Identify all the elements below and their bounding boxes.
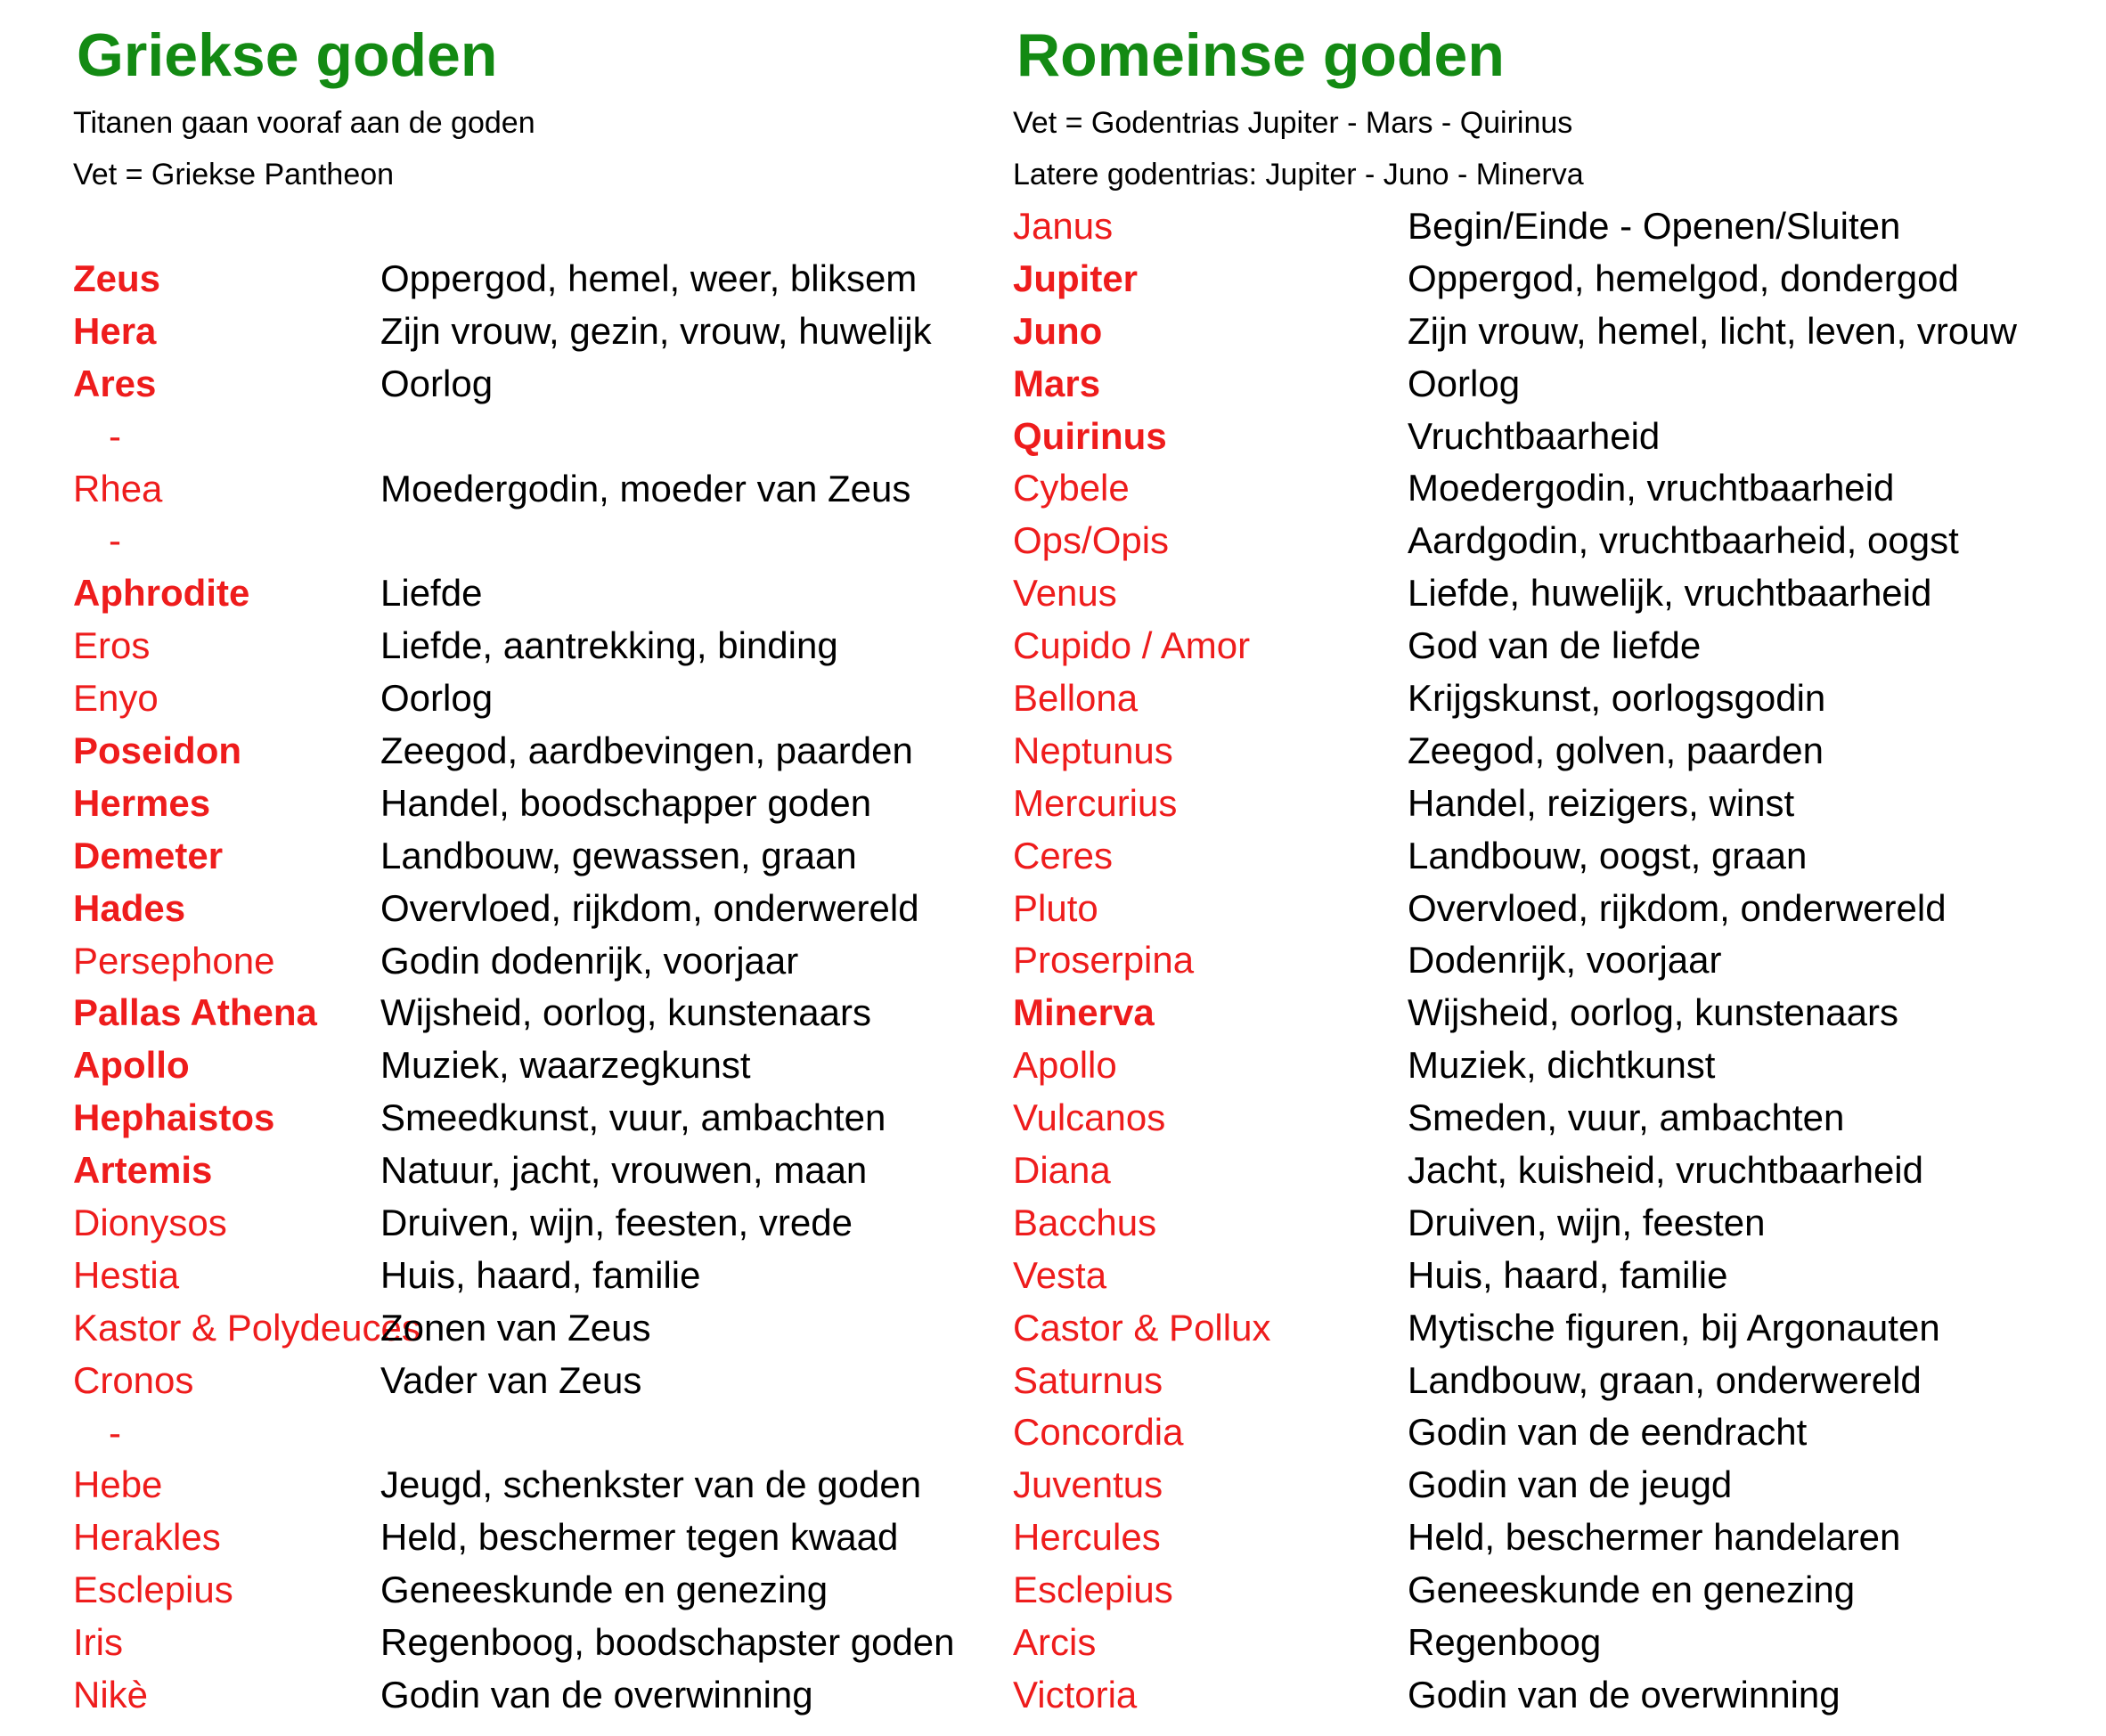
god-name: Esclepius xyxy=(73,1569,233,1611)
god-name: Cupido / Amor xyxy=(1013,624,1251,667)
god-name: Herakles xyxy=(73,1516,221,1559)
god-name: - xyxy=(109,1411,121,1454)
god-name: Cybele xyxy=(1013,467,1130,509)
god-name: Hercules xyxy=(1013,1516,1161,1559)
god-name: Dionysos xyxy=(73,1202,227,1244)
god-name: Persephone xyxy=(73,939,275,982)
god-domain: Huis, haard, familie xyxy=(1408,1253,1728,1296)
greek-note-titans: Titanen gaan vooraf aan de goden xyxy=(73,106,535,140)
god-domain: Mytische figuren, bij Argonauten xyxy=(1408,1306,1940,1349)
greek-column-title: Griekse goden xyxy=(77,21,498,89)
god-name: Arcis xyxy=(1013,1621,1097,1664)
god-name: Hebe xyxy=(73,1463,163,1506)
god-name: Saturnus xyxy=(1013,1358,1163,1401)
god-name: Poseidon xyxy=(73,729,242,772)
god-name: Hades xyxy=(73,886,186,929)
god-name: Venus xyxy=(1013,572,1117,615)
god-domain: Muziek, dichtkunst xyxy=(1408,1044,1716,1087)
god-domain: Wijsheid, oorlog, kunstenaars xyxy=(1408,991,1898,1034)
god-domain: Krijgskunst, oorlogsgodin xyxy=(1408,677,1826,720)
god-domain: Geneeskunde en genezing xyxy=(1408,1569,1856,1611)
god-name: Enyo xyxy=(73,677,159,720)
god-domain: Handel, boodschapper goden xyxy=(380,781,872,824)
god-name: Cronos xyxy=(73,1358,194,1401)
god-domain: Landbouw, oogst, graan xyxy=(1408,834,1808,876)
god-domain: Regenboog, boodschapster goden xyxy=(380,1621,955,1664)
god-domain: Smeden, vuur, ambachten xyxy=(1408,1096,1845,1139)
god-domain: Dodenrijk, voorjaar xyxy=(1408,939,1722,982)
god-name: Bellona xyxy=(1013,677,1139,720)
god-domain: Overvloed, rijkdom, onderwereld xyxy=(1408,886,1947,929)
god-domain: Vader van Zeus xyxy=(380,1358,642,1401)
god-name: Juno xyxy=(1013,309,1103,352)
god-domain: God van de liefde xyxy=(1408,624,1702,667)
god-domain: Godin van de overwinning xyxy=(380,1674,813,1716)
god-domain: Godin van de overwinning xyxy=(1408,1673,1841,1716)
god-name: Jupiter xyxy=(1013,257,1139,299)
god-domain: Oorlog xyxy=(380,677,494,720)
god-domain: Jacht, kuisheid, vruchtbaarheid xyxy=(1408,1149,1923,1192)
god-name: Bacchus xyxy=(1013,1201,1157,1243)
roman-note-later-triad: Latere godentrias: Jupiter - Juno - Minerva xyxy=(1013,158,1584,192)
god-domain: Held, beschermer handelaren xyxy=(1408,1516,1901,1559)
god-name: Apollo xyxy=(1013,1044,1117,1087)
god-name: Esclepius xyxy=(1013,1569,1173,1611)
god-name: Rhea xyxy=(73,467,163,509)
god-domain: Muziek, waarzegkunst xyxy=(380,1044,751,1087)
god-name: Hestia xyxy=(73,1253,180,1296)
god-name: Mercurius xyxy=(1013,781,1178,824)
roman-column-title: Romeinse goden xyxy=(1016,21,1505,89)
god-domain: Aardgodin, vruchtbaarheid, oogst xyxy=(1408,519,1959,562)
god-domain: Moedergodin, moeder van Zeus xyxy=(380,467,911,509)
god-domain: Zijn vrouw, gezin, vrouw, huwelijk xyxy=(380,309,932,352)
roman-note-triad: Vet = Godentrias Jupiter - Mars - Quirinus xyxy=(1013,106,1573,140)
god-domain: Zeegod, golven, paarden xyxy=(1408,729,1824,771)
god-name: Apollo xyxy=(73,1044,190,1087)
god-name: Victoria xyxy=(1013,1673,1138,1716)
god-name: Eros xyxy=(73,624,151,667)
greek-note-bold-legend: Vet = Griekse Pantheon xyxy=(73,158,395,192)
god-name: Pallas Athena xyxy=(73,991,317,1034)
god-name: Nikè xyxy=(73,1674,149,1716)
god-domain: Smeedkunst, vuur, ambachten xyxy=(380,1096,886,1139)
god-name: Ceres xyxy=(1013,834,1114,876)
god-domain: Regenboog xyxy=(1408,1621,1602,1664)
god-domain: Godin van de jeugd xyxy=(1408,1463,1733,1506)
god-domain: Zijn vrouw, hemel, licht, leven, vrouw xyxy=(1408,309,2017,352)
god-name: Iris xyxy=(73,1621,123,1664)
god-name: - xyxy=(109,519,121,562)
god-name: Ares xyxy=(73,362,157,404)
god-domain: Godin dodenrijk, voorjaar xyxy=(380,939,799,982)
god-domain: Begin/Einde - Openen/Sluiten xyxy=(1408,205,1901,247)
god-domain: Oorlog xyxy=(1408,362,1521,404)
god-domain: Jeugd, schenkster van de goden xyxy=(380,1463,922,1506)
god-name: Mars xyxy=(1013,362,1101,404)
god-domain: Druiven, wijn, feesten xyxy=(1408,1201,1766,1243)
god-name: Artemis xyxy=(73,1149,213,1192)
god-name: Hephaistos xyxy=(73,1096,275,1139)
god-domain: Held, beschermer tegen kwaad xyxy=(380,1516,899,1559)
god-domain: Landbouw, graan, onderwereld xyxy=(1408,1358,1922,1401)
greek-gods-column xyxy=(73,0,1000,1736)
god-domain: Handel, reizigers, winst xyxy=(1408,781,1795,824)
god-name: Castor & Pollux xyxy=(1013,1306,1271,1349)
roman-gods-column xyxy=(1013,0,2100,1736)
god-name: Minerva xyxy=(1013,991,1155,1034)
god-name: Quirinus xyxy=(1013,414,1167,457)
god-name: Proserpina xyxy=(1013,939,1195,982)
god-name: Zeus xyxy=(73,257,161,299)
god-name: Neptunus xyxy=(1013,729,1173,771)
god-name: Janus xyxy=(1013,205,1114,247)
god-name: Hermes xyxy=(73,781,211,824)
god-domain: Geneeskunde en genezing xyxy=(380,1569,829,1611)
god-domain: Vruchtbaarheid xyxy=(1408,414,1661,457)
god-domain: Landbouw, gewassen, graan xyxy=(380,834,857,876)
god-name: Pluto xyxy=(1013,886,1098,929)
god-domain: Zonen van Zeus xyxy=(380,1306,651,1349)
god-name: Aphrodite xyxy=(73,572,250,615)
god-domain: Moedergodin, vruchtbaarheid xyxy=(1408,467,1895,509)
god-name: Hera xyxy=(73,309,157,352)
god-name: Juventus xyxy=(1013,1463,1163,1506)
god-domain: Oppergod, hemel, weer, bliksem xyxy=(380,257,918,299)
god-name: Vulcanos xyxy=(1013,1096,1166,1139)
god-name: Demeter xyxy=(73,834,224,876)
god-domain: Liefde, aantrekking, binding xyxy=(380,624,838,667)
god-domain: Druiven, wijn, feesten, vrede xyxy=(380,1202,853,1244)
god-domain: Oorlog xyxy=(380,362,494,404)
god-name: Ops/Opis xyxy=(1013,519,1170,562)
god-domain: Wijsheid, oorlog, kunstenaars xyxy=(380,991,871,1034)
god-domain: Oppergod, hemelgod, dondergod xyxy=(1408,257,1959,299)
god-name: - xyxy=(109,414,121,457)
god-domain: Godin van de eendracht xyxy=(1408,1411,1808,1454)
god-name: Diana xyxy=(1013,1149,1111,1192)
god-domain: Zeegod, aardbevingen, paarden xyxy=(380,729,913,772)
god-domain: Liefde xyxy=(380,572,483,615)
god-name: Vesta xyxy=(1013,1253,1107,1296)
god-domain: Liefde, huwelijk, vruchtbaarheid xyxy=(1408,572,1932,615)
god-name: Concordia xyxy=(1013,1411,1184,1454)
god-name: Kastor & Polydeuces xyxy=(73,1306,420,1349)
god-domain: Natuur, jacht, vrouwen, maan xyxy=(380,1149,868,1192)
god-domain: Huis, haard, familie xyxy=(380,1253,701,1296)
god-domain: Overvloed, rijkdom, onderwereld xyxy=(380,886,919,929)
